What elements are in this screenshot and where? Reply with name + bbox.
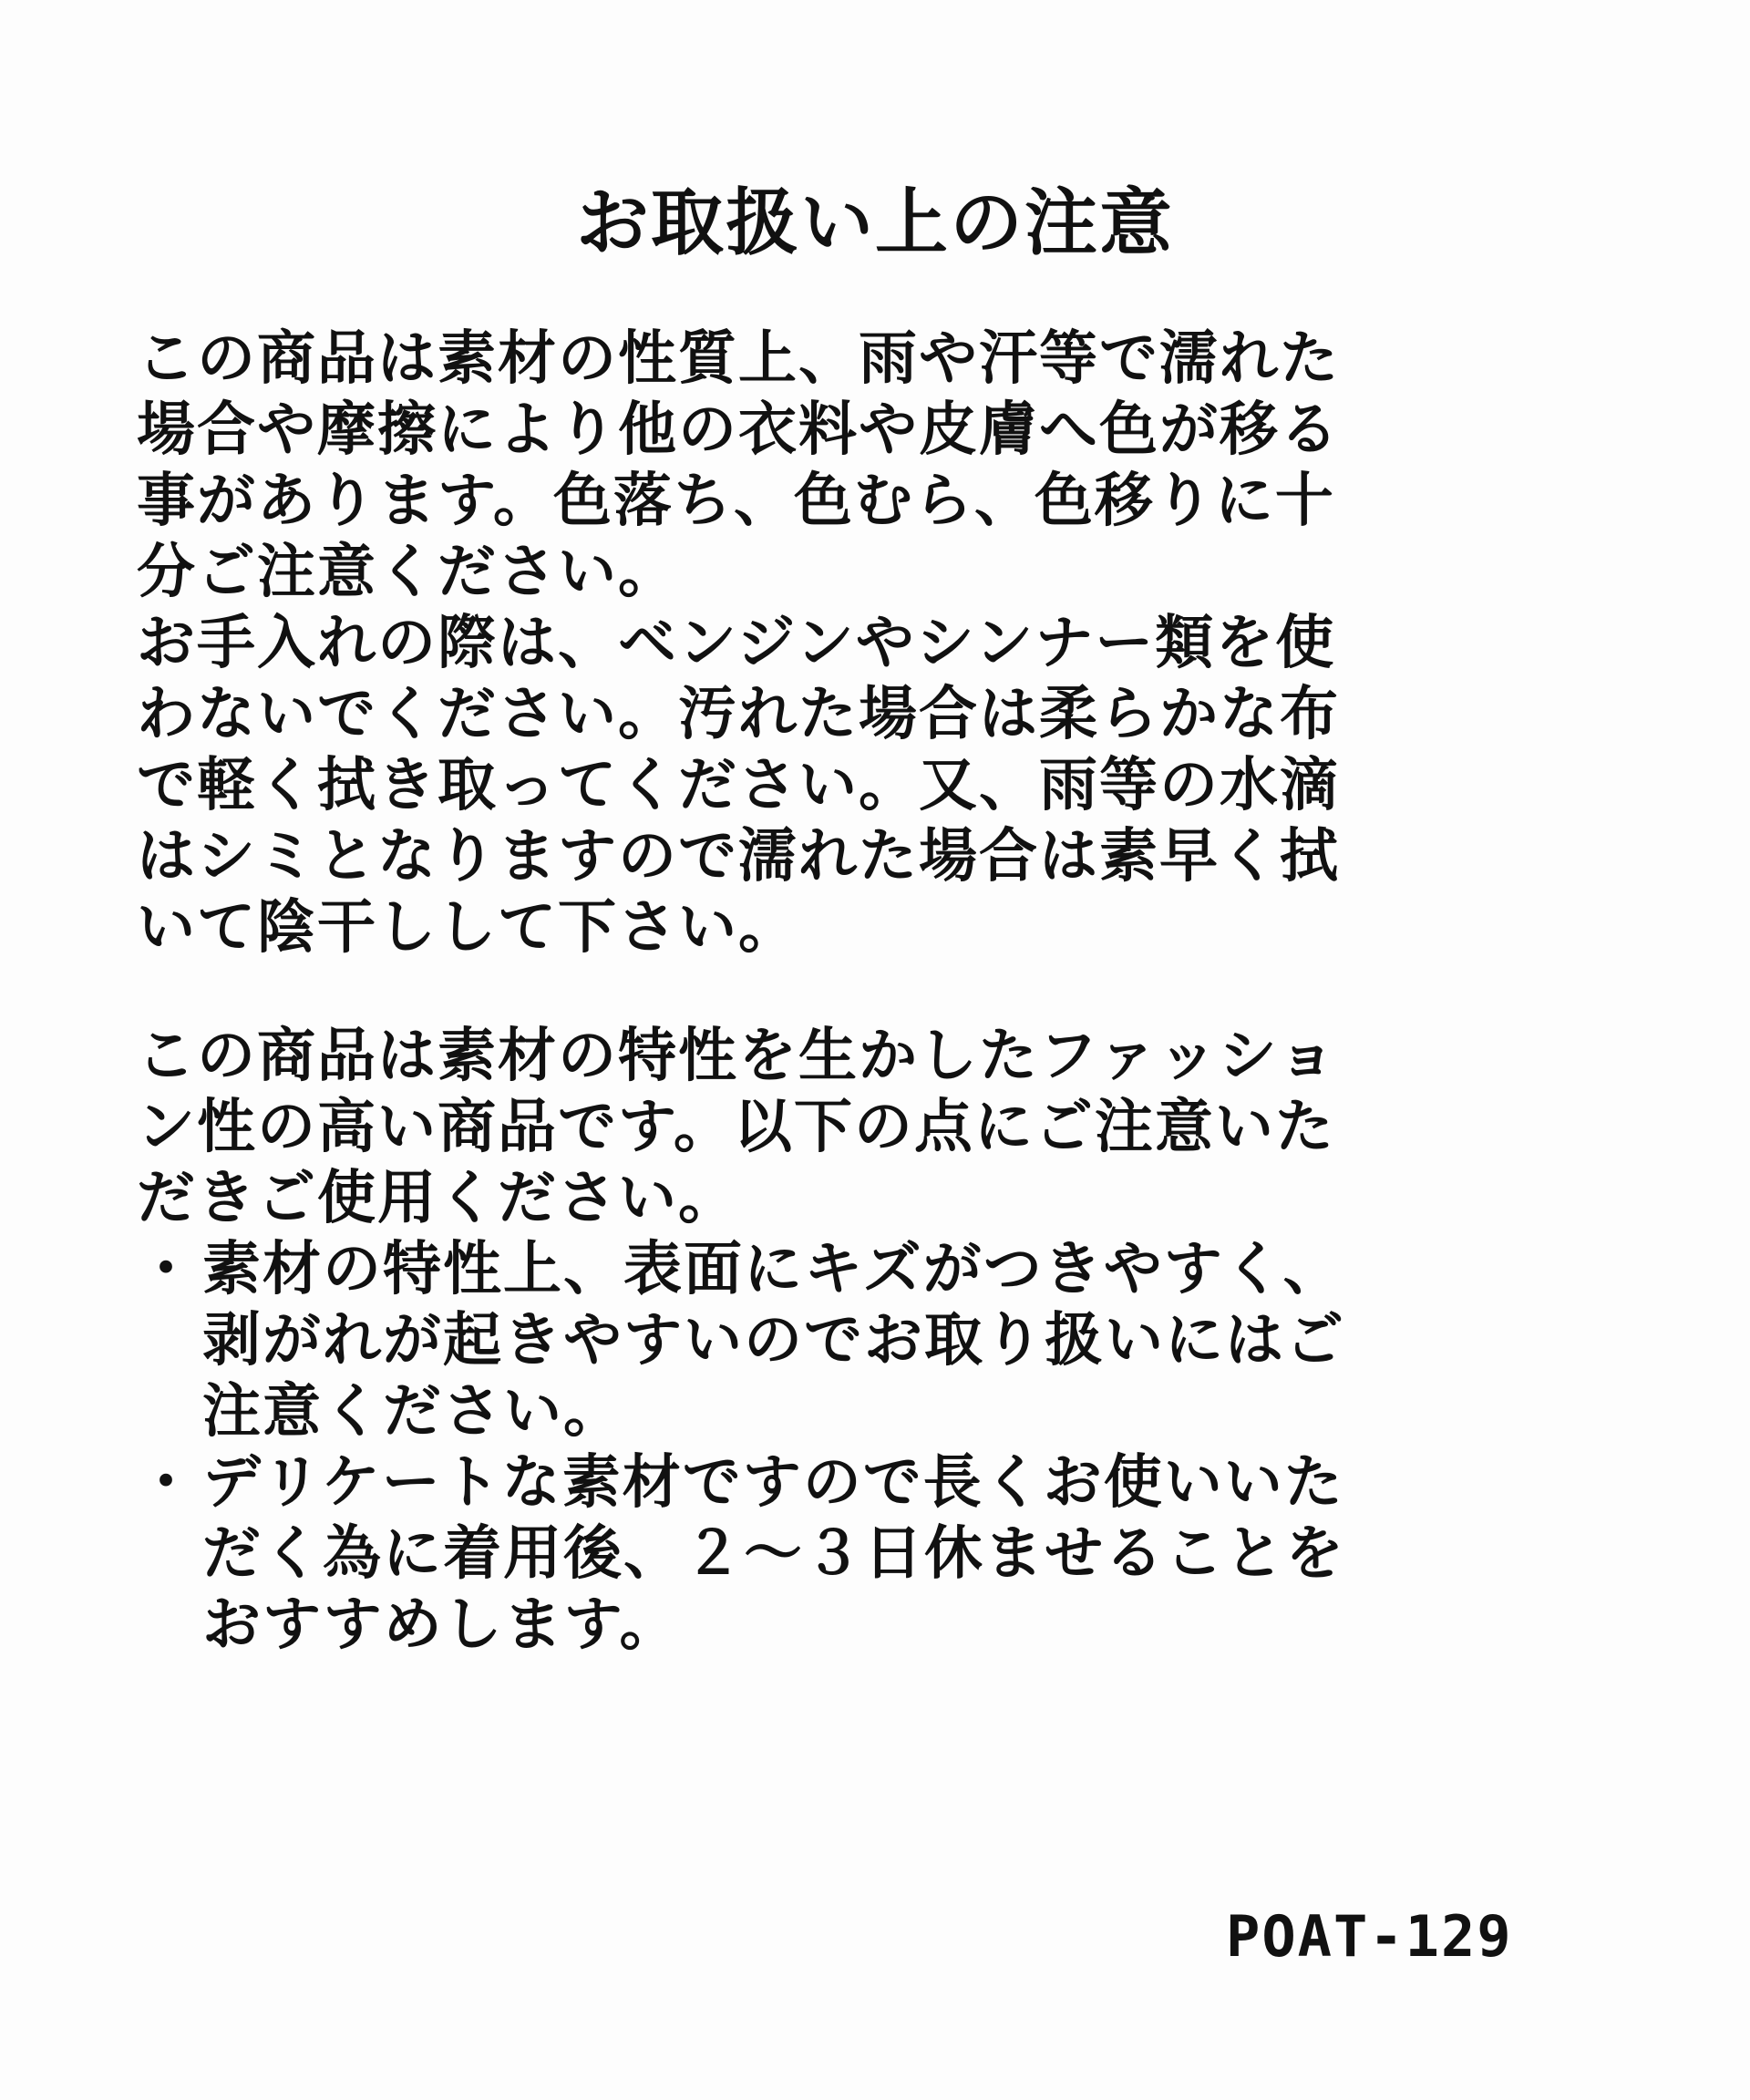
bullet-text: おすすめします。 (202, 1591, 680, 1659)
bullet-item (137, 1234, 1586, 1447)
product-code: POAT-129 (1226, 1903, 1513, 1970)
text-line: で軽く拭き取ってください。又、雨等の水滴 (137, 752, 1340, 819)
text-line: わないでください。汚れた場合は柔らかな布 (137, 681, 1340, 748)
bullet-first-line (137, 1447, 1586, 1518)
text-line: だきご使用ください。 (137, 1165, 738, 1232)
text-line: 分ご注意ください。 (137, 539, 678, 606)
bullet-text: だく為に着用後、２～３日休ませることを (202, 1520, 1345, 1588)
bullet-text: 剥がれが起きやすいのでお取り扱いにはご (202, 1307, 1345, 1374)
bullet-mark: ・ (137, 1236, 197, 1303)
bullet-mark: ・ (137, 1449, 197, 1517)
text-line: お手入れの際は、ベンジンやシンナー類を使 (137, 610, 1336, 677)
text-line: いて陰干しして下さい。 (137, 894, 798, 962)
bullet-text: デリケートな素材ですので長くお使いいた (202, 1449, 1344, 1517)
text-line: この商品は素材の特性を生かしたファッショ (137, 1023, 1338, 1090)
care-instructions-section (137, 324, 1586, 963)
text-line: 場合や摩擦により他の衣料や皮膚へ色が移る (137, 396, 1340, 464)
text-line: 事があります。色落ち、色むら、色移りに十 (137, 468, 1335, 535)
text-line: はシミとなりますので濡れた場合は素早く拭 (137, 823, 1340, 890)
text-line: ン性の高い商品です。以下の点にご注意いた (137, 1094, 1335, 1161)
text-line: この商品は素材の性質上、雨や汗等で濡れた (137, 325, 1340, 393)
page-title: お取扱い上の注意 (576, 180, 1174, 265)
bullet-text: 素材の特性上、表面にキズがつきやすく、 (202, 1236, 1343, 1303)
bullet-first-line (137, 1234, 1586, 1305)
material-notice-section (137, 1021, 1586, 1661)
bullet-text: 注意ください。 (202, 1378, 623, 1446)
bullet-item (137, 1447, 1586, 1661)
